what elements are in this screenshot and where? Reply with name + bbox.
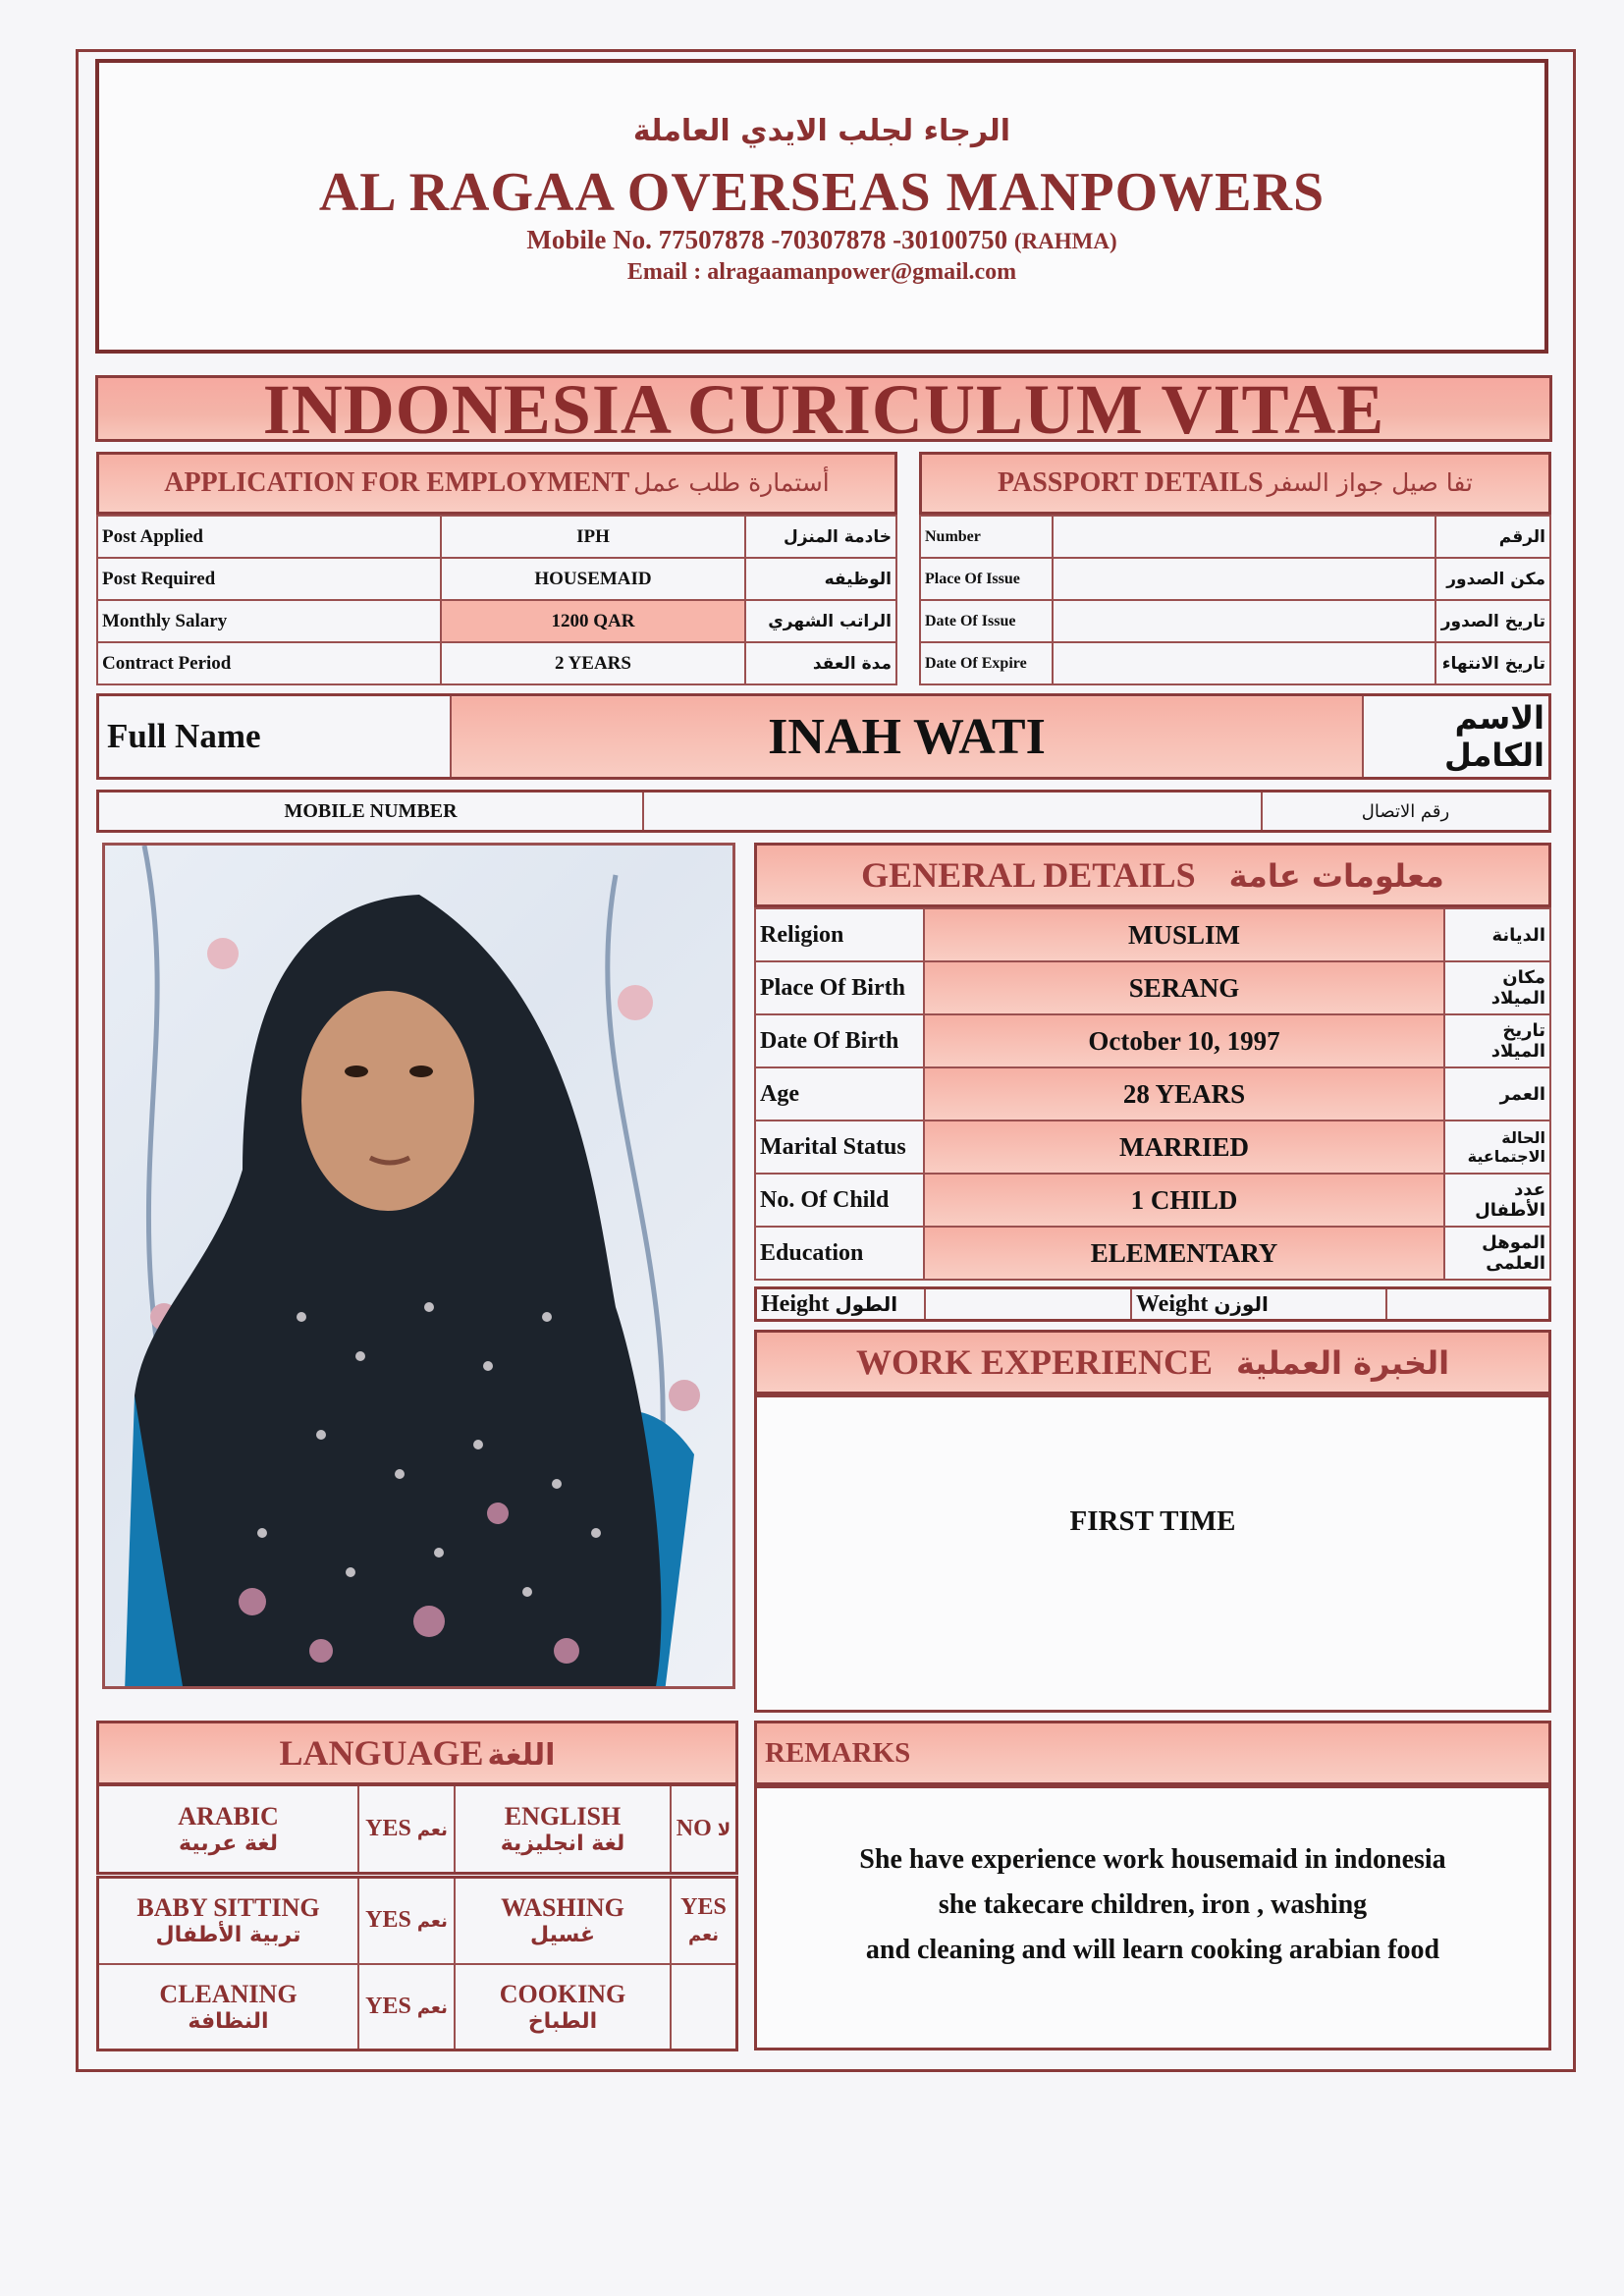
- work-experience-box: [754, 1394, 1551, 1713]
- table-row: Marital Status MARRIED الحالة الاجتماعية: [755, 1121, 1550, 1174]
- table-row: Date Of Expire تاريخ الانتهاء: [920, 642, 1550, 684]
- mobile-row: MOBILE NUMBER رقم الاتصال: [96, 790, 1551, 833]
- application-table: [96, 515, 897, 685]
- table-row: Education ELEMENTARY الموهل العلمى: [755, 1227, 1550, 1280]
- table-row: No. Of Child 1 CHILD عدد الأطفال: [755, 1174, 1550, 1227]
- table-row: Place Of Birth SERANG مكان الميلاد: [755, 961, 1550, 1014]
- remarks-box: [754, 1785, 1551, 2050]
- table-row: Number الرقم: [920, 516, 1550, 558]
- company-email: Email : alragaamanpower@gmail.com: [626, 259, 1017, 285]
- application-header: APPLICATION FOR EMPLOYMENT أستمارة طلب عمل: [96, 452, 897, 515]
- remarks-text: She have experience work housemaid in indonesia she takecare children, iron , washing and cleaning and will learn cooking arabian food: [859, 1844, 1446, 1965]
- skills-table: [96, 1876, 738, 2051]
- portrait-illustration: [105, 846, 735, 1689]
- work-experience-text: FIRST TIME: [1069, 1505, 1236, 1537]
- table-row: Contract Period 2 YEARS مدة العقد: [97, 642, 896, 684]
- table-row: Monthly Salary 1200 QAR الراتب الشهري: [97, 600, 896, 642]
- remarks-header: REMARKS: [754, 1721, 1551, 1785]
- work-experience-header: WORK EXPERIENCE الخبرة العملية: [754, 1330, 1551, 1394]
- passport-header: PASSPORT DETAILS تفا صيل جواز السفر: [919, 452, 1551, 515]
- general-table: [754, 907, 1551, 1281]
- passport-table: [919, 515, 1551, 685]
- table-row: Religion MUSLIM الديانة: [755, 908, 1550, 961]
- table-row: Age 28 YEARS العمر: [755, 1067, 1550, 1121]
- table-row: Date Of Issue تاريخ الصدور: [920, 600, 1550, 642]
- height-weight-row: Height الطول Weight الوزن: [754, 1286, 1551, 1322]
- applicant-photo: [102, 843, 735, 1689]
- fullname-value: INAH WATI: [451, 695, 1363, 779]
- table-row: Date Of Birth October 10, 1997 تاريخ الميلاد: [755, 1014, 1550, 1067]
- fullname-row: Full Name INAH WATI الاسم الكامل: [96, 693, 1551, 780]
- table-row: Post Required HOUSEMAID الوظيفه: [97, 558, 896, 600]
- table-row: Place Of Issue مكن الصدور: [920, 558, 1550, 600]
- table-row: BABY SITTING تربية الأطفال YES نعم WASHING غسيل YES نعم: [98, 1878, 737, 1964]
- letterhead: [95, 59, 1548, 354]
- language-table: [96, 1783, 738, 1875]
- company-name: AL RAGAA OVERSEAS MANPOWERS: [318, 162, 1326, 223]
- document-title-banner: INDONESIA CURICULUM VITAE: [95, 375, 1552, 442]
- company-name-arabic: الرجاء لجلب الايدي العاملة: [632, 114, 1011, 148]
- language-header: LANGUAGE اللغة: [96, 1721, 738, 1785]
- table-row: CLEANING النظافة YES نعم COOKING الطباخ: [98, 1964, 737, 2050]
- general-header: GENERAL DETAILS معلومات عامة: [754, 843, 1551, 907]
- table-row: ARABIC لغة عربية YES نعم ENGLISH لغة انجليزية NO لا: [98, 1785, 737, 1874]
- table-row: Post Applied IPH خادمة المنزل: [97, 516, 896, 558]
- company-mobile: Mobile No. 77507878 -70307878 -30100750 (RAHMA): [526, 225, 1117, 254]
